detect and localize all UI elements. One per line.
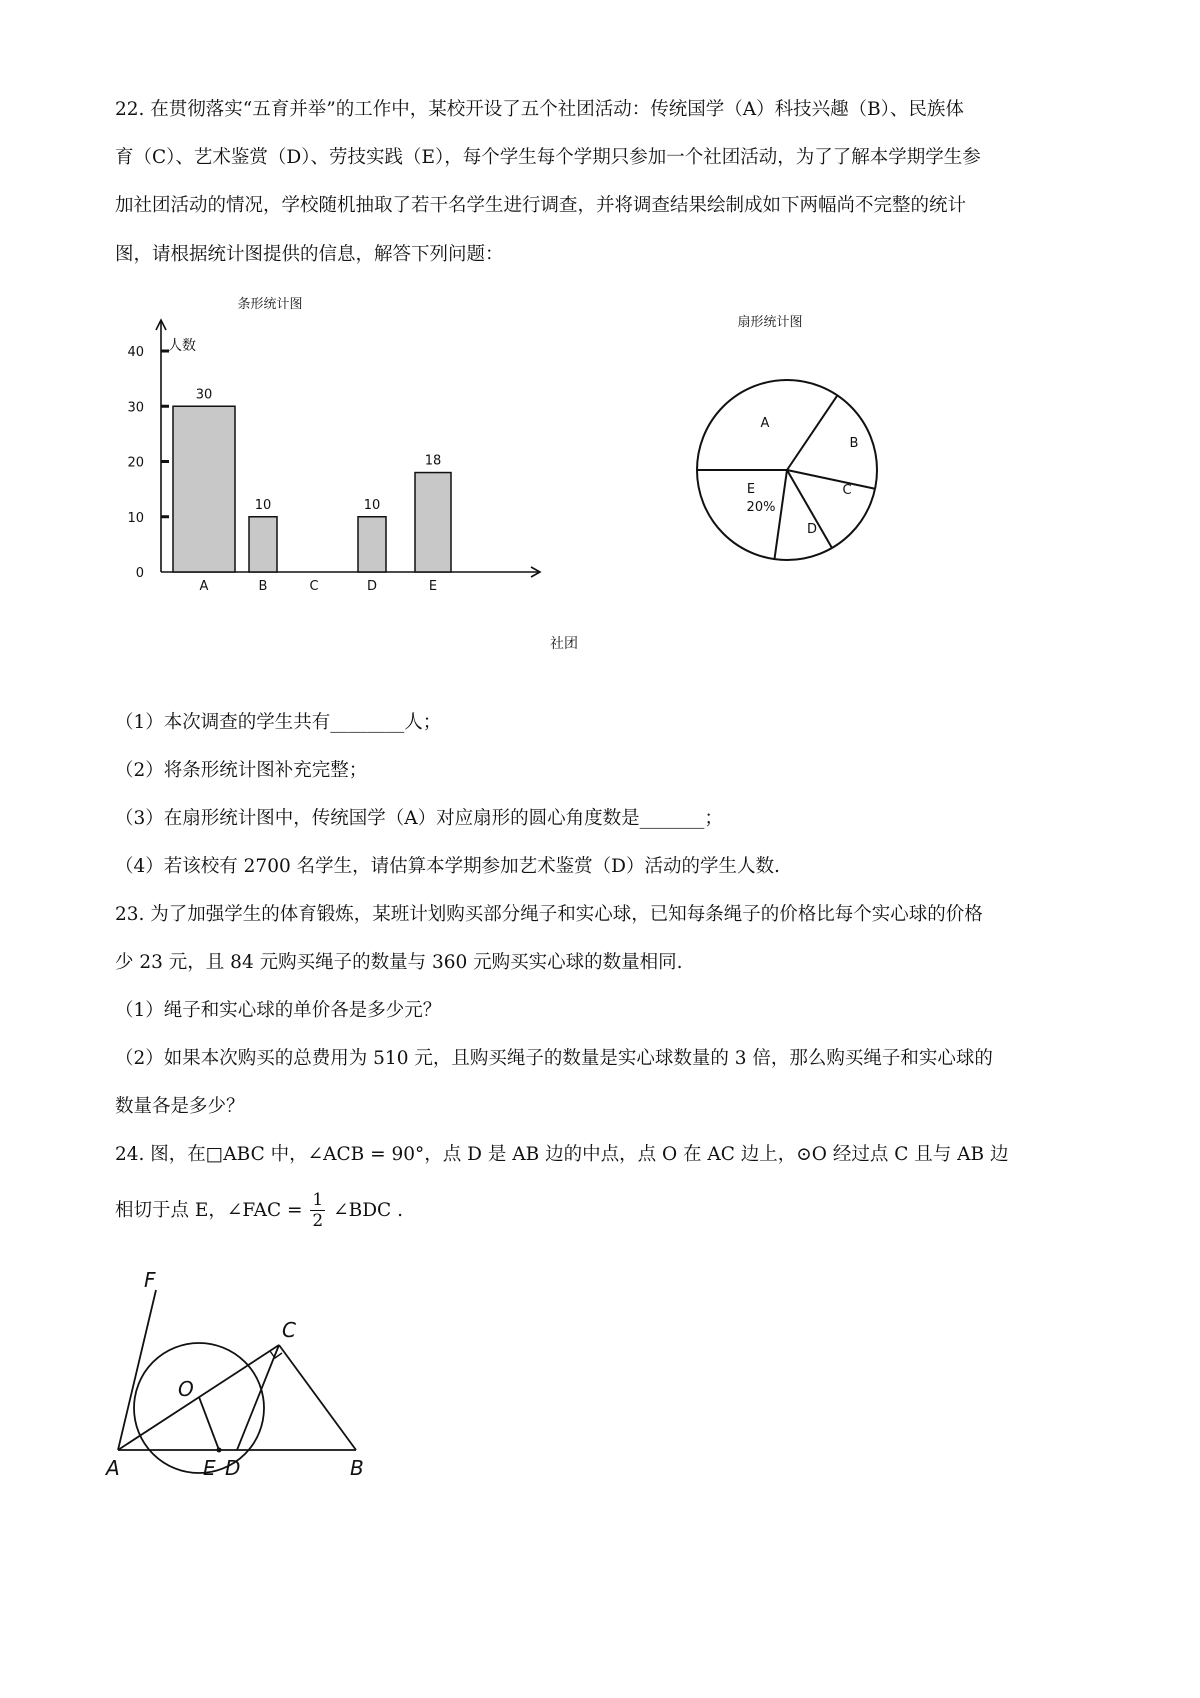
q22-stem-line-1: 22. 在贯彻落实“五育并举”的工作中，某校开设了五个社团活动：传统国学（A）科技兴趣（B）、民族体: [115, 99, 964, 120]
q23-line-2: 少 23 元，且 84 元购买绳子的数量与 360 元购买实心球的数量相同.: [115, 952, 683, 973]
q24-line-2: [115, 1190, 403, 1232]
y-tick-label: 20: [127, 455, 144, 471]
pie-slice-label: A: [760, 416, 770, 431]
q24-line-2-pre: 相切于点 E，∠FAC =: [115, 1199, 303, 1221]
label-b: B: [350, 1456, 364, 1480]
q22-stem-line-2: 育（C）、艺术鉴赏（D）、劳技实践（E），每个学生每个学期只参加一个社团活动，为了了解本学期学生参: [115, 147, 981, 168]
x-tick-label: C: [309, 579, 319, 594]
fraction-denominator: 2: [312, 1211, 324, 1232]
pie-slice-label: E: [746, 482, 756, 497]
y-tick-label: 10: [127, 510, 144, 526]
y-tick-label: 30: [127, 400, 144, 416]
q22-stem-line-4: 图，请根据统计图提供的信息，解答下列问题：: [115, 244, 504, 265]
circle-o: [134, 1343, 264, 1473]
pie-slice-boundary: [774, 470, 787, 559]
bar-value-label: 10: [363, 497, 381, 513]
point-e: [217, 1448, 222, 1453]
pie-slice-label: C: [842, 483, 852, 498]
q22-stem-line-3: 加社团活动的情况，学校随机抽取了若干名学生进行调查，并将调查结果绘制成如下两幅尚不完整的统计: [115, 195, 967, 216]
pie-chart: [670, 300, 920, 630]
bar: [173, 406, 235, 572]
label-e: E: [203, 1456, 216, 1480]
pie-slice-label: B: [849, 436, 859, 451]
label-o: O: [178, 1377, 194, 1401]
x-axis-label: 社团: [550, 636, 578, 652]
bar: [415, 473, 451, 572]
geometry-figure: [100, 1265, 400, 1490]
q22-sub3: （3）在扇形统计图中，传统国学（A）对应扇形的圆心角度数是_______；: [115, 808, 723, 829]
label-a: A: [106, 1456, 120, 1480]
x-tick-label: A: [199, 579, 209, 594]
y-axis-label: 人数: [168, 338, 196, 354]
q23-sub2-line-2: 数量各是多少？: [115, 1096, 245, 1117]
label-c: C: [282, 1318, 296, 1342]
q23-line-1: 23. 为了加强学生的体育锻炼，某班计划购买部分绳子和实心球，已知每条绳子的价格比每个实心球的价格: [115, 904, 983, 925]
fraction-one-half: [310, 1190, 325, 1232]
y-tick-label: 0: [135, 566, 144, 581]
bar-chart-title: 条形统计图: [237, 297, 303, 312]
y-tick-label: 40: [127, 345, 144, 360]
x-tick-label: D: [366, 579, 378, 594]
label-d: D: [225, 1456, 241, 1480]
q22-sub4: （4）若该校有 2700 名学生，请估算本学期参加艺术鉴赏（D）活动的学生人数.: [115, 856, 780, 877]
x-tick-label: E: [428, 579, 438, 594]
label-f: F: [144, 1268, 156, 1292]
q22-sub2: （2）将条形统计图补充完整；: [115, 760, 368, 781]
pie-slice-boundary: [787, 395, 837, 470]
fraction-numerator: 1: [312, 1190, 324, 1210]
pie-marks: [697, 380, 877, 560]
x-tick-label: B: [258, 579, 268, 594]
q22-sub1: （1）本次调查的学生共有________人；: [115, 712, 442, 733]
q23-sub2-line-1: （2）如果本次购买的总费用为 510 元，且购买绳子的数量是实心球数量的 3 倍，那么购买绳子和实心球的: [115, 1048, 993, 1069]
segment-cb: [279, 1345, 356, 1450]
pie-percent-label: 20%: [746, 500, 776, 515]
pie-slice-boundary: [787, 470, 875, 489]
bar-value-label: 18: [424, 453, 442, 469]
segment-oe: [199, 1397, 219, 1450]
q24-line-1: 24. 图，在□ABC 中，∠ACB = 90°，点 D 是 AB 边的中点，点 O 在 AC 边上，⊙O 经过点 C 且与 AB 边: [115, 1144, 1009, 1165]
bar-marks: [173, 387, 451, 572]
bar-chart: [120, 290, 600, 660]
q23-sub1: （1）绳子和实心球的单价各是多少元？: [115, 1000, 442, 1021]
pie-slice-label: D: [806, 522, 818, 537]
bar-value-label: 30: [195, 387, 213, 403]
bar: [249, 517, 277, 572]
q24-line-2-post: ∠BDC .: [333, 1199, 403, 1221]
bar-value-label: 10: [254, 497, 272, 513]
pie-chart-title: 扇形统计图: [737, 315, 803, 330]
bar: [358, 517, 386, 572]
